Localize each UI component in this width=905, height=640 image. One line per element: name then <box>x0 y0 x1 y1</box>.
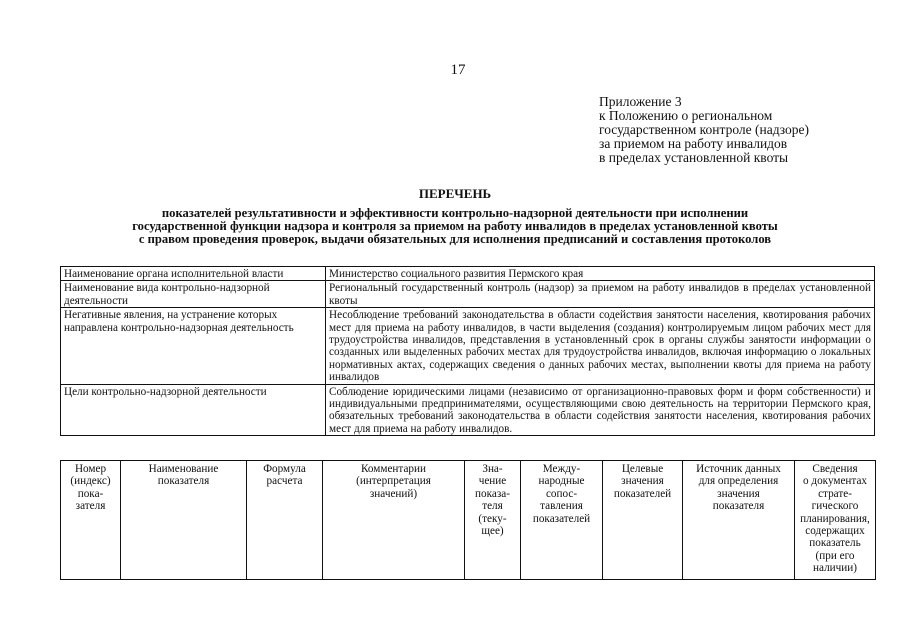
page-number: 17 <box>450 62 466 78</box>
indicator-columns-table <box>60 460 876 580</box>
row-label: Наименование вида контрольно-надзорной деятельности <box>61 281 326 308</box>
annex-line: в пределах установленной квоты <box>599 150 789 165</box>
table-row <box>61 308 875 384</box>
row-value: Соблюдение юридическими лицами (независимо от организационно-правовых форм и форм собственности) и индивидуальными предпринимателями, осуществляющими свою деятельность на территории Пермского края, обязательных требований законодательства в области содействия занятости населения, квотирования рабочих мест для приема на работу инвалидов. <box>326 384 875 436</box>
column-header: Комментарии (интерпретация значений) <box>323 461 465 580</box>
row-label: Цели контрольно-надзорной деятельности <box>61 384 326 436</box>
annex-line: государственном контроле (надзоре) <box>599 122 809 137</box>
column-header: Целевые значения показателей <box>603 461 683 580</box>
subtitle-line: с правом проведения проверок, выдачи обязательных для исполнения предписаний и составления протоколов <box>138 232 772 246</box>
column-header: Между- народные сопос- тавления показателей <box>521 461 603 580</box>
annex-block <box>599 95 889 165</box>
table-row <box>61 384 875 436</box>
column-header: Формула расчета <box>247 461 323 580</box>
annex-line: к Положению о региональном <box>599 108 773 123</box>
column-header: Сведения о документах страте- гического планирования, содержащих показатель (при его наличии) <box>795 461 876 580</box>
table-header-row <box>61 461 876 580</box>
column-header: Источник данных для определения значения показателя <box>683 461 795 580</box>
column-header: Наименование показателя <box>121 461 247 580</box>
column-header: Номер (индекс) пока- зателя <box>61 461 121 580</box>
subtitle-line: показателей результативности и эффективности контрольно-надзорной деятельности при исполнении <box>161 206 749 220</box>
row-value: Министерство социального развития Пермского края <box>326 267 875 281</box>
row-label: Наименование органа исполнительной власти <box>61 267 326 281</box>
column-header: Зна- чение показа- теля (теку- щее) <box>465 461 521 580</box>
row-value: Региональный государственный контроль (надзор) за приемом на работу инвалидов в пределах установленной квоты <box>326 281 875 308</box>
document-subtitle <box>52 207 858 246</box>
annex-line: за приемом на работу инвалидов <box>599 136 788 151</box>
subtitle-line: государственной функции надзора и контроля за приемом на работу инвалидов в пределах установленной квоты <box>132 219 778 233</box>
table-row <box>61 267 875 281</box>
info-table <box>60 266 875 436</box>
annex-line: Приложение 3 <box>599 94 682 109</box>
table-row <box>61 281 875 308</box>
row-value: Несоблюдение требований законодательства в области содействия занятости населения, квотирования рабочих мест для приема на работу инвалидов, в части выделения (создания) контролируемым лицом рабочих мест для трудоустройства инвалидов, представления в установленный срок в органы службы занятости информации о созданных или выделенных рабочих местах для трудоустройства инвалидов, включая информацию о локальных нормативных актах, содержащих сведения о данных рабочих местах, выполнении квоты для приема на работу инвалидов <box>326 308 875 384</box>
row-label: Негативные явления, на устранение которых направлена контрольно-надзорная деятельность <box>61 308 326 384</box>
document-title: ПЕРЕЧЕНЬ <box>418 186 492 201</box>
